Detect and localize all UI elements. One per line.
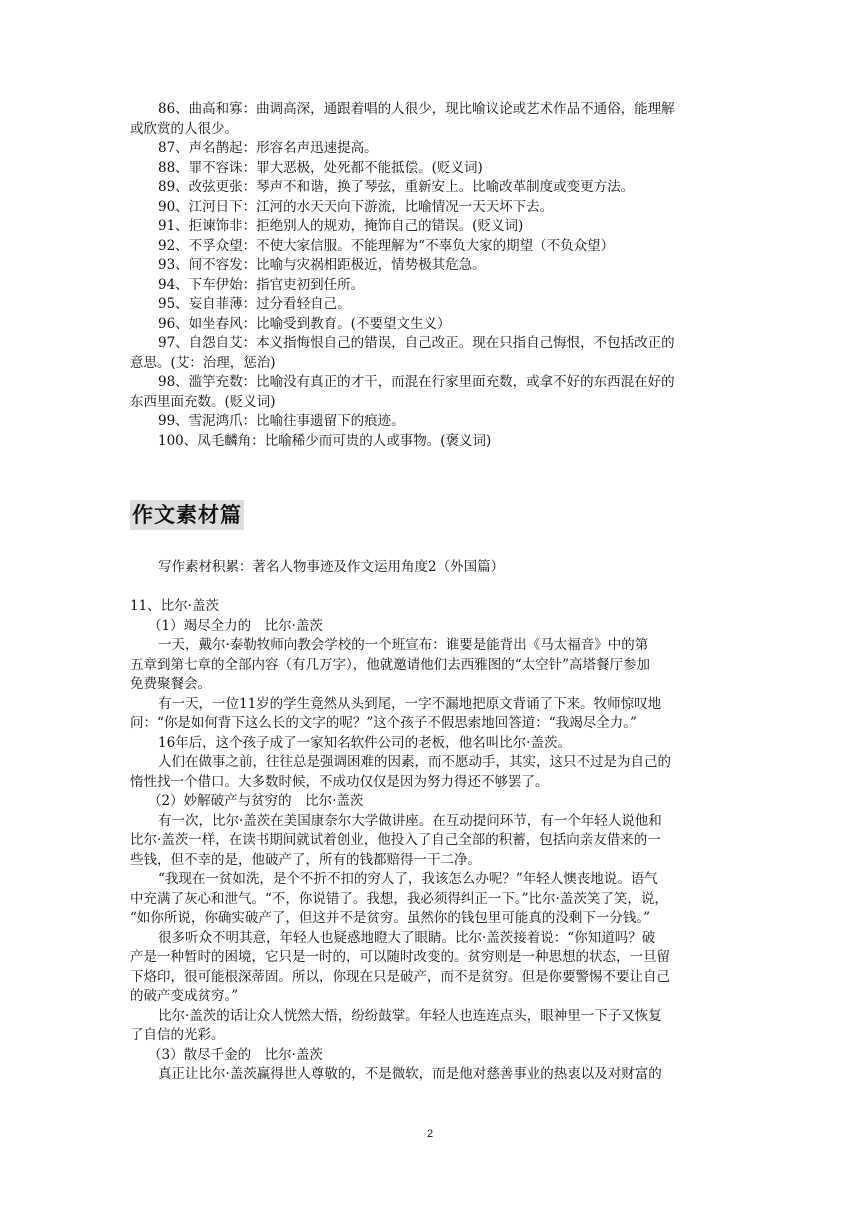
section-heading-wrap [130, 500, 730, 530]
story2-paragraph-line: 中充满了灰心和泄气。“不，你说错了。我想，我必须得纠正一下。”比尔·盖茨笑了笑，说， [130, 890, 668, 907]
idiom-entry-line: 86、曲高和寡：曲调高深，通跟着唱的人很少，现比喻议论或艺术作品不通俗，能理解 [158, 101, 675, 117]
story2-paragraph-line: “如你所说，你确实破产了，但这并不是贫穷。虽然你的钱包里可能真的没剩下一分钱。” [130, 910, 651, 926]
story2-paragraph-line: “我现在一贫如洗，是个不折不扣的穷人了，我该怎么办呢？”年轻人懊丧地说。语气 [158, 871, 658, 887]
idiom-entry-line: 94、下车伊始：指官吏初到任所。 [158, 276, 365, 293]
story2-paragraph-line: 比尔·盖茨一样，在读书期间就试着创业，他投入了自己全部的积蓄，包括向亲友借来的一 [130, 832, 661, 848]
article-title: 写作素材积累：著名人物事迹及作文运用角度2（外国篇） [158, 559, 505, 575]
story3-paragraph-line: 真正让比尔·盖茨赢得世人尊敬的，不是微软，而是他对慈善事业的热衷以及对财富的 [158, 1066, 662, 1082]
idiom-entry-line: 96、如坐春风：比喻受到教育。(不要望文生义） [158, 315, 451, 332]
idiom-entry-line: 89、改弦更张：琴声不和谐，换了琴弦，重新安上。比喻改革制度或变更方法。 [158, 179, 635, 195]
idiom-entry-line: 100、凤毛麟角：比喻稀少而可贵的人或事物。(褒义词) [158, 432, 492, 449]
story2-paragraph-line: 了自信的光彩。 [130, 1027, 225, 1043]
story2-paragraph-line: 有一次，比尔·盖茨在美国康奈尔大学做讲座。在互动提问环节，有一个年轻人说他和 [158, 812, 662, 829]
page-number: 2 [426, 1128, 434, 1140]
story1-paragraph-line: 免费聚餐会。 [130, 676, 211, 692]
story1-paragraph-line: 有一天，一位11岁的学生竟然从头到尾，一字不漏地把原文背诵了下来。牧师惊叹地 [158, 695, 662, 712]
idiom-entry-line: 91、拒谏饰非：拒绝别人的规劝，掩饰自己的错误。(贬义词) [158, 218, 524, 234]
idiom-entry-line: 87、声名鹊起：形容名声迅速提高。 [158, 140, 378, 156]
story2-paragraph-line: 下烙印，很可能根深蒂固。所以，你现在只是破产，而不是贫穷。但是你要警惕不要让自己 [130, 968, 670, 985]
story1-body [130, 636, 730, 792]
story1-paragraph-line: 人们在做事之前，往往总是强调困难的因素，而不愿动手，其实，这只不过是为自己的 [158, 754, 671, 770]
story2-body [130, 812, 730, 1046]
story1-paragraph-line: 惰性找一个借口。大多数时候，不成功仅仅是因为努力得还不够罢了。 [130, 773, 549, 790]
page-content [130, 100, 730, 1085]
idiom-entry-line: 90、江河日下：江河的水天天向下游流，比喻情况一天天坏下去。 [158, 198, 554, 215]
story1-paragraph-line: 五章到第七章的全部内容（有几万字），他就邀请他们去西雅图的“太空针”高塔餐厅参加 [130, 656, 651, 673]
story1-paragraph-line: 16年后，这个孩子成了一家知名软件公司的老板，他名叫比尔·盖茨。 [158, 734, 571, 751]
idiom-entry-line: 97、自怨自艾：本义指悔恨自己的错误，自己改正。现在只指自己悔恨，不包括改正的 [158, 335, 675, 351]
idiom-entry-line: 98、滥竽充数：比喻没有真正的才干，而混在行家里面充数，或拿不好的东西混在好的 [158, 374, 675, 390]
story2-paragraph-line: 很多听众不明其意，年轻人也疑惑地瞪大了眼睛。比尔·盖茨接着说：“你知道吗？破 [158, 929, 656, 946]
idiom-entry-line: 或欣赏的人很少。 [130, 120, 238, 137]
story1-title: （1）竭尽全力的 比尔·盖茨 [148, 617, 323, 634]
idiom-entry-line: 99、雪泥鸿爪：比喻往事遗留下的痕迹。 [158, 413, 405, 429]
idiom-entry-line: 88、罪不容诛：罪大恶极，处死都不能抵偿。(贬义词) [158, 159, 483, 176]
story2-paragraph-line: 产是一种暂时的困境，它只是一时的，可以随时改变的。贫穷则是一种思想的状态，一旦留 [130, 949, 670, 965]
idiom-entry-line: 东西里面充数。(贬义词) [130, 393, 276, 410]
section-heading: 作文素材篇 [130, 500, 244, 530]
idiom-entry-line: 92、不孚众望：不使大家信服。不能理解为“不辜负大家的期望（不负众望） [158, 237, 615, 254]
story1-paragraph-line: 问：“你是如何背下这么长的文字的呢？”这个孩子不假思索地回答道：“我竭尽全力。” [130, 715, 637, 731]
idiom-entry-line: 意思。(艾：治理，惩治) [130, 354, 276, 371]
story2-title: （2）妙解破产与贫穷的 比尔·盖茨 [148, 793, 364, 809]
story2-paragraph-line: 比尔·盖茨的话让众人恍然大悟，纷纷鼓掌。年轻人也连连点头，眼神里一下子又恢复 [158, 1007, 662, 1024]
story2-paragraph-line: 的破产变成贫穷。” [130, 988, 239, 1004]
story2-paragraph-line: 些钱，但不幸的是，他破产了，所有的钱都赔得一干二净。 [130, 851, 481, 868]
story3-title: （3）散尽千金的 比尔·盖茨 [148, 1046, 323, 1063]
story1-paragraph-line: 一天，戴尔·泰勒牧师向教会学校的一个班宣布：谁要是能背出《马太福音》中的第 [158, 637, 649, 653]
subject-heading: 11、比尔·盖茨 [130, 598, 219, 614]
idiom-entry-line: 93、间不容发：比喻与灾祸相距极近，情势极其危急。 [158, 257, 486, 273]
story3-body [130, 1065, 730, 1085]
idiom-entry-line: 95、妄自菲薄：过分看轻自己。 [158, 296, 351, 312]
idiom-list [130, 100, 730, 451]
